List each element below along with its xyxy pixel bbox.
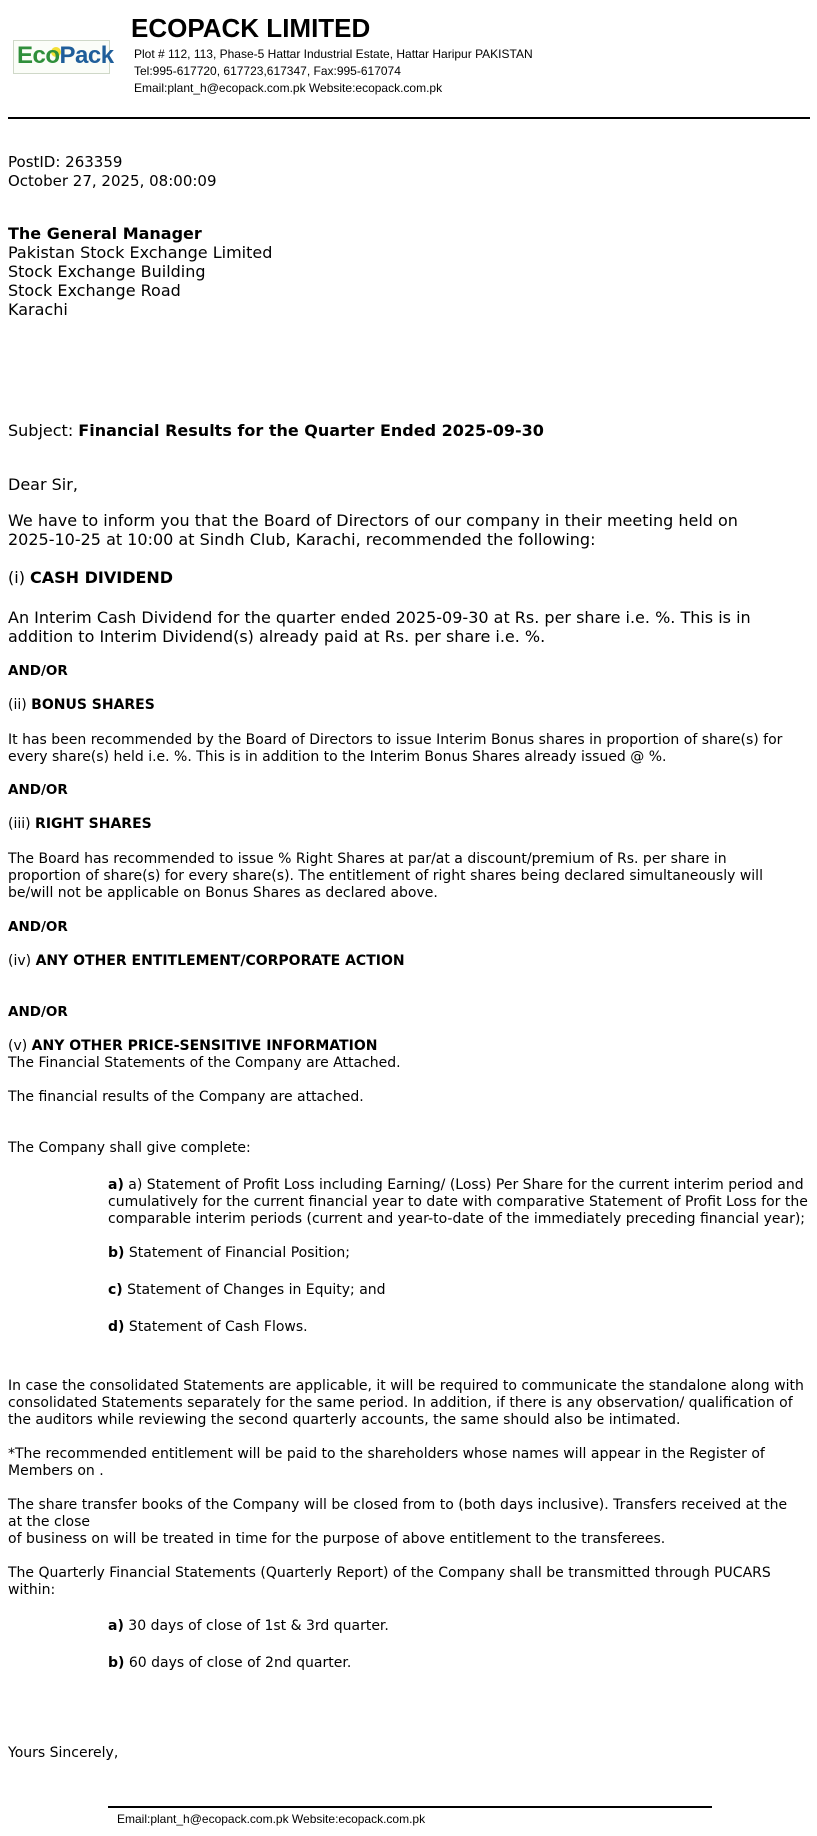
- and-or-label: AND/OR: [8, 663, 68, 679]
- section-title: RIGHT SHARES: [35, 816, 152, 832]
- list-item-text: a) Statement of Profit Loss including Earning/ (Loss) Per Share for the current interim period and cumulatively for the current financial year to date with comparative Statement of Profit Loss for the comparable interim periods (current and year-to-date of the immediately preceding financial year);: [108, 1177, 808, 1227]
- company-logo: [13, 40, 114, 74]
- list-item-text: 60 days of close of 2nd quarter.: [124, 1655, 352, 1671]
- section-price-sensitive-heading: [8, 1038, 377, 1055]
- entitlement-paragraph: *The recommended entitlement will be paid to the shareholders whose names will appear in the Register of Members on .: [8, 1446, 765, 1479]
- list-item-text: 30 days of close of 1st & 3rd quarter.: [123, 1618, 389, 1634]
- list-item: [108, 1618, 389, 1635]
- section-number: (i): [8, 568, 31, 587]
- list-item: [108, 1177, 808, 1228]
- logo-text-eco: Eco: [17, 42, 60, 69]
- post-datetime: October 27, 2025, 08:00:09: [8, 172, 217, 190]
- list-item-text: Statement of Changes in Equity; and: [122, 1282, 386, 1298]
- cash-dividend-paragraph: An Interim Cash Dividend for the quarter ended 2025-09-30 at Rs. per share i.e. %. This is in addition to Interim Dividend(s) already paid at Rs. per share i.e. %.: [8, 608, 751, 646]
- recipient-line: Stock Exchange Building: [8, 262, 206, 281]
- list-marker: a): [108, 1618, 124, 1634]
- company-phone-fax: Tel:995-617720, 617723,617347, Fax:995-617074: [134, 64, 401, 78]
- recipient-line: Karachi: [8, 300, 68, 319]
- section-other-entitlement-heading: [8, 953, 405, 970]
- list-item: [108, 1655, 351, 1672]
- bonus-shares-paragraph: It has been recommended by the Board of Directors to issue Interim Bonus shares in proportion of share(s) for every share(s) held i.e. %. This is in addition to the Interim Bonus Shares already issued @ %.: [8, 732, 783, 765]
- company-name: ECOPACK LIMITED: [131, 13, 371, 43]
- right-shares-paragraph: The Board has recommended to issue % Right Shares at par/at a discount/premium of Rs. per share in proportion of share(s) for every share(s). The entitlement of right shares being declared simultaneously will be/will not be applicable on Bonus Shares as declared above.: [8, 851, 763, 901]
- section-title: CASH DIVIDEND: [30, 568, 174, 587]
- section-title: BONUS SHARES: [31, 697, 155, 713]
- recipient-line: Stock Exchange Road: [8, 281, 181, 300]
- and-or-label: AND/OR: [8, 1004, 68, 1020]
- recipient-line: Pakistan Stock Exchange Limited: [8, 243, 273, 262]
- footer-divider: [108, 1806, 712, 1808]
- list-item-text: Statement of Cash Flows.: [124, 1319, 308, 1335]
- list-marker: d): [108, 1319, 125, 1335]
- list-item: [108, 1245, 350, 1262]
- section-number: (iv): [8, 953, 36, 969]
- footer-email-web: Email:plant_h@ecopack.com.pk Website:ecopack.com.pk: [117, 1812, 426, 1826]
- header-divider: [8, 117, 810, 119]
- subject-text: Financial Results for the Quarter Ended 2025-09-30: [78, 421, 544, 440]
- list-item: [108, 1319, 308, 1336]
- and-or-label: AND/OR: [8, 919, 68, 935]
- company-address: Plot # 112, 113, Phase-5 Hattar Industrial Estate, Hattar Haripur PAKISTAN: [134, 47, 533, 61]
- section-number: (ii): [8, 697, 32, 713]
- section-cash-dividend-heading: [8, 568, 173, 587]
- recipient-title: The General Manager: [8, 224, 202, 243]
- list-marker: c): [108, 1282, 123, 1298]
- section-right-shares-heading: [8, 816, 152, 833]
- list-item-text: Statement of Financial Position;: [124, 1245, 350, 1261]
- price-sensitive-text: The Financial Statements of the Company are Attached.: [8, 1055, 401, 1071]
- logo-text-pack: Pack: [59, 42, 114, 69]
- transfer-books-paragraph: The share transfer books of the Company will be closed from to (both days inclusive). Transfers received at the at the close of business on will be treated in time for the purpose of above entitlement to the transferees.: [8, 1497, 788, 1547]
- results-attached-text: The financial results of the Company are attached.: [8, 1089, 364, 1105]
- section-number: (iii): [8, 816, 36, 832]
- and-or-label: AND/OR: [8, 782, 68, 798]
- list-marker: b): [108, 1245, 125, 1261]
- company-email-web: Email:plant_h@ecopack.com.pk Website:ecopack.com.pk: [134, 81, 443, 95]
- intro-paragraph: We have to inform you that the Board of Directors of our company in their meeting held on 2025-10-25 at 10:00 at Sindh Club, Karachi, recommended the following:: [8, 511, 738, 549]
- company-shall-give-text: The Company shall give complete:: [8, 1140, 251, 1156]
- greeting: Dear Sir,: [8, 475, 78, 494]
- post-id: PostID: 263359: [8, 153, 123, 171]
- list-marker: b): [108, 1655, 125, 1671]
- section-number: (v): [8, 1038, 32, 1054]
- subject: [8, 421, 544, 440]
- list-item: [108, 1282, 386, 1299]
- section-bonus-shares-heading: [8, 697, 155, 714]
- list-marker: a): [108, 1177, 124, 1193]
- quarterly-report-paragraph: The Quarterly Financial Statements (Quarterly Report) of the Company shall be transmitted through PUCARS within:: [8, 1565, 771, 1598]
- closing-text: Yours Sincerely,: [8, 1745, 119, 1761]
- section-title: ANY OTHER ENTITLEMENT/CORPORATE ACTION: [35, 953, 405, 969]
- section-title: ANY OTHER PRICE-SENSITIVE INFORMATION: [31, 1038, 378, 1054]
- consolidated-paragraph: In case the consolidated Statements are applicable, it will be required to communicate the standalone along with consolidated Statements separately for the same period. In addition, if there is any observation/ qualification of the auditors while reviewing the second quarterly accounts, the same should also be intimated.: [8, 1378, 804, 1428]
- subject-label: Subject:: [8, 421, 79, 440]
